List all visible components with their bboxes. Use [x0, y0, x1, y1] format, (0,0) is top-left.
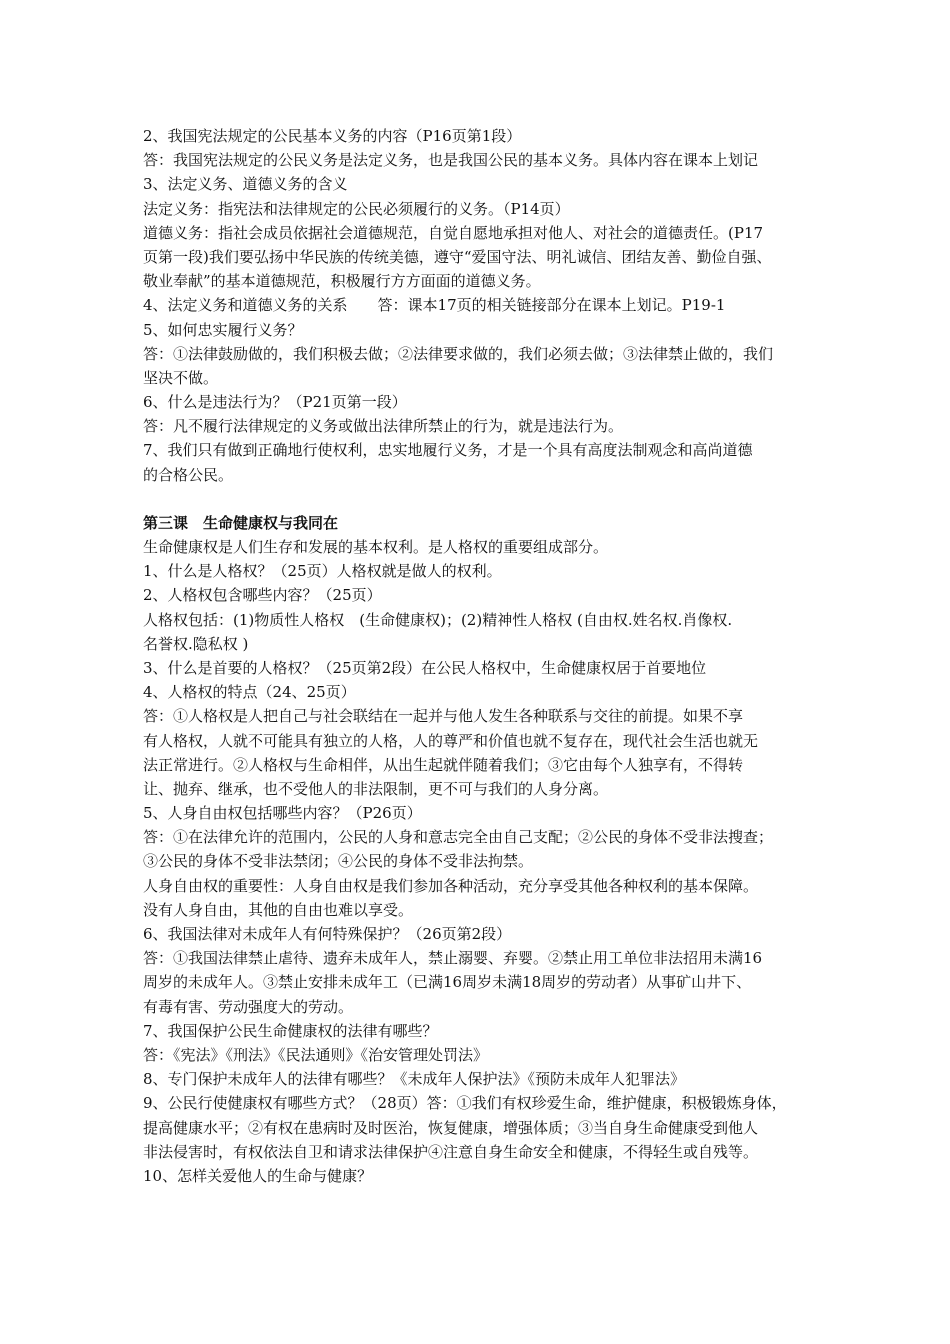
text-line: 答：《宪法》《刑法》《民法通则》《治安管理处罚法》 — [143, 1045, 489, 1064]
text-line: 法定义务：指宪法和法律规定的公民必须履行的义务。（P14页） — [143, 199, 570, 218]
section-heading: 第三课 生命健康权与我同在 — [143, 513, 339, 532]
text-line: 生命健康权是人们生存和发展的基本权利。是人格权的重要组成部分。 — [143, 538, 609, 556]
text-line: 5、如何忠实履行义务？ — [143, 320, 303, 339]
text-line: 页第一段)我们要弘扬中华民族的传统美德，遵守“爱国守法、明礼诚信、团结友善、勤俭自强、 — [143, 247, 772, 266]
text-line: 3、什么是首要的人格权？（25页第2段）在公民人格权中，生命健康权居于首要地位 — [143, 658, 707, 677]
text-line: 非法侵害时，有权依法自卫和请求法律保护④注意自身生命安全和健康，不得轻生或自残等。 — [143, 1142, 759, 1161]
section-life-health-rights — [143, 511, 833, 1188]
text-line: 有人格权，人就不可能具有独立的人格，人的尊严和价值也就不复存在，现代社会生活也就无 — [143, 731, 759, 750]
text-line: 答：我国宪法规定的公民义务是法定义务，也是我国公民的基本义务。具体内容在课本上划记 — [143, 151, 759, 170]
document-page — [143, 124, 833, 1188]
text-line: 10、怎样关爱他人的生命与健康？ — [143, 1166, 373, 1185]
text-line: 6、我国法律对未成年人有何特殊保护？（26页第2段） — [143, 925, 512, 943]
text-line: 没有人身自由，其他的自由也难以享受。 — [143, 900, 414, 919]
text-line: 道德义务：指社会成员依据社会道德规范，自觉自愿地承担对他人、对社会的道德责任。(P17 — [143, 223, 764, 242]
text-line: 9、公民行使健康权有哪些方式？（28页）答：①我们有权珍爱生命，维护健康，积极锻炼身体， — [143, 1094, 787, 1113]
text-line: 法正常进行。②人格权与生命相伴，从出生起就伴随着我们；③它由每个人独享有，不得转 — [143, 755, 744, 774]
section-rights-duties — [143, 124, 833, 487]
text-line: 答：凡不履行法律规定的义务或做出法律所禁止的行为，就是违法行为。 — [143, 417, 624, 436]
text-line: 8、专门保护未成年人的法律有哪些？《未成年人保护法》《预防未成年人犯罪法》 — [143, 1070, 686, 1089]
text-line: 人身自由权的重要性：人身自由权是我们参加各种活动，充分享受其他各种权利的基本保障。 — [143, 876, 759, 895]
text-line: 4、法定义务和道德义务的关系 答：课本17页的相关链接部分在课本上划记。P19-1 — [143, 296, 726, 315]
section-spacer — [143, 487, 833, 511]
text-line: 7、我们只有做到正确地行使权利，忠实地履行义务，才是一个具有高度法制观念和高尚道德 — [143, 441, 753, 460]
text-line: 答：①我国法律禁止虐待、遗弃未成年人，禁止溺婴、弃婴。②禁止用工单位非法招用未满16 — [143, 949, 763, 968]
text-line: 答：①人格权是人把自己与社会联结在一起并与他人发生各种联系与交往的前提。如果不享 — [143, 707, 744, 726]
text-line: 答：①在法律允许的范围内，公民的人身和意志完全由自己支配；②公民的身体不受非法搜查； — [143, 828, 774, 847]
text-line: 4、人格权的特点（24、25页） — [143, 683, 356, 702]
text-line: 让、抛弃、继承，也不受他人的非法限制，更不可与我们的人身分离。 — [143, 779, 609, 798]
text-line: 周岁的未成年人。③禁止安排未成年工（已满16周岁未满18周岁的劳动者）从事矿山井下、 — [143, 973, 752, 992]
text-line: 3、法定义务、道德义务的含义 — [143, 175, 348, 194]
text-line: 2、我国宪法规定的公民基本义务的内容（P16页第1段） — [143, 127, 522, 145]
text-line: 坚决不做。 — [143, 368, 219, 387]
text-line: 的合格公民。 — [143, 465, 234, 484]
text-line: 有毒有害、劳动强度大的劳动。 — [143, 997, 354, 1016]
text-line: 2、人格权包含哪些内容？（25页） — [143, 586, 382, 605]
text-line: 敬业奉献”的基本道德规范，积极履行方方面面的道德义务。 — [143, 272, 541, 291]
text-line: 提高健康水平；②有权在患病时及时医治，恢复健康，增强体质；③当自身生命健康受到他人 — [143, 1118, 759, 1137]
text-line: 1、什么是人格权？（25页）人格权就是做人的权利。 — [143, 562, 502, 581]
text-line: 6、什么是违法行为？（P21页第一段） — [143, 393, 407, 412]
text-line: ③公民的身体不受非法禁闭；④公民的身体不受非法拘禁。 — [143, 852, 534, 871]
text-line: 7、我国保护公民生命健康权的法律有哪些？ — [143, 1021, 438, 1040]
text-line: 名誉权.隐私权 ) — [143, 634, 249, 653]
text-line: 答：①法律鼓励做的，我们积极去做；②法律要求做的，我们必须去做；③法律禁止做的，我们 — [143, 344, 774, 363]
text-line: 5、人身自由权包括哪些内容？（P26页） — [143, 804, 422, 823]
text-line: 人格权包括：(1)物质性人格权 (生命健康权)；(2)精神性人格权 (自由权.姓名权.肖像权. — [143, 610, 733, 629]
